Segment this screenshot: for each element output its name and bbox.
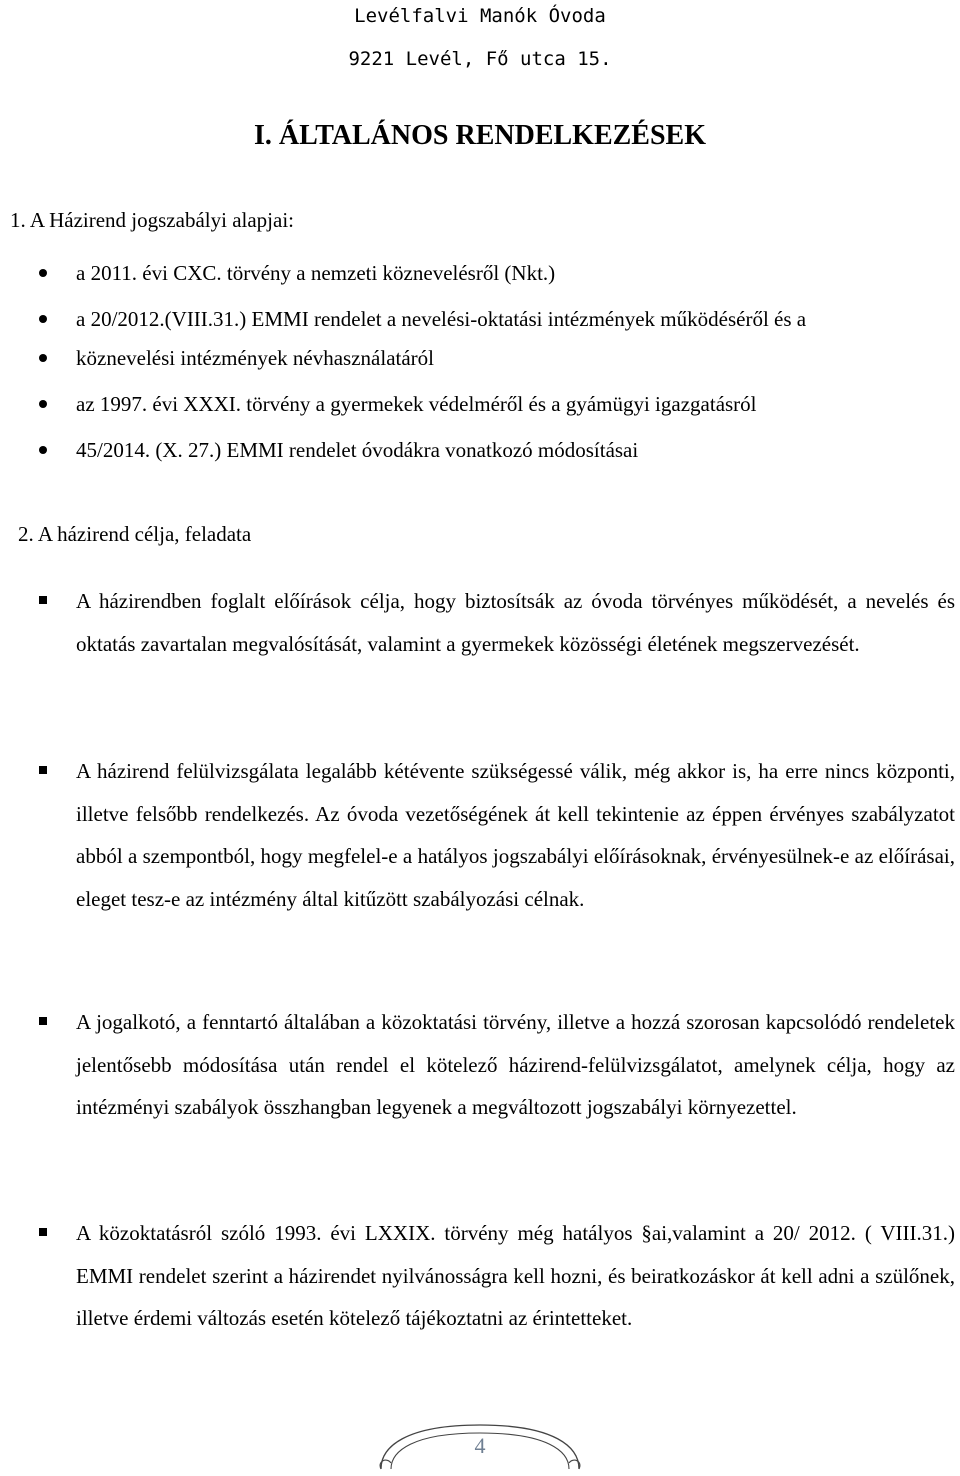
header-address: 9221 Levél, Fő utca 15.	[348, 48, 612, 70]
paragraph	[76, 750, 955, 920]
square-bullet-icon	[39, 596, 47, 604]
list-item	[76, 436, 638, 464]
list-item-text: 45/2014. (X. 27.) EMMI rendelet óvodákra vonatkozó módosításai	[76, 438, 639, 462]
paragraph-text: A jogalkotó, a fenntartó általában a közoktatási törvény, illetve a hozzá szorosan kapcsolódó rendeletek jelentősebb módosítása után rendel el kötelező házirend-felülvizsgálatot, amelynek célja, hogy az intézményi szabályok összhangban legyenek a megváltozott jogszabályi környezettel.	[76, 1010, 955, 1119]
bullet-dot-icon	[39, 269, 47, 277]
paragraph-text: A házirend felülvizsgálata legalább kétévente szükségessé válik, még akkor is, ha erre nincs központi, illetve felsőbb rendelkezés. Az óvoda vezetőségének át kell tekintenie az éppen érvényes szabályzatot abból a szempontból, hogy megfelel-e a hatályos jogszabályi előírásoknak, érvényesülnek-e az előírásai, eleget tesz-e az intézmény által kitűzött szabályozási célnak.	[76, 759, 955, 911]
list-item-text: a 20/2012.(VIII.31.) EMMI rendelet a nevelési-oktatási intézmények működéséről és a	[76, 307, 807, 331]
list-item-text: köznevelési intézmények névhasználatáról	[76, 346, 435, 370]
bullet-dot-icon	[39, 446, 47, 454]
square-bullet-icon	[39, 766, 47, 774]
list-item-text: az 1997. évi XXXI. törvény a gyermekek védelméről és a gyámügyi igazgatásról	[76, 392, 757, 416]
list-item	[76, 390, 757, 418]
paragraph-text: A házirendben foglalt előírások célja, hogy biztosítsák az óvoda törvényes működését, a nevelés és oktatás zavartalan megvalósítását, valamint a gyermekek közösségi életének megszervezését.	[76, 589, 955, 656]
section-title: I. ÁLTALÁNOS RENDELKEZÉSEK	[253, 120, 707, 151]
purpose-heading: 2. A házirend célja, feladata	[18, 522, 252, 546]
square-bullet-icon	[39, 1228, 47, 1236]
bullet-dot-icon	[39, 354, 47, 362]
list-item	[76, 344, 434, 372]
paragraph	[76, 580, 955, 665]
square-bullet-icon	[39, 1017, 47, 1025]
list-item	[76, 305, 806, 333]
bullet-dot-icon	[39, 400, 47, 408]
paragraph	[76, 1212, 955, 1340]
bullet-dot-icon	[39, 315, 47, 323]
page-number-ornament	[375, 1417, 585, 1473]
page-number: 4	[474, 1433, 486, 1458]
list-item	[76, 259, 555, 287]
paragraph-text: A közoktatásról szóló 1993. évi LXXIX. törvény még hatályos §ai,valamint a 20/ 2012. ( VIII.31.) EMMI rendelet szerint a házirendet nyilvánosságra kell hozni, és beiratkozáskor át kell adni a szülőnek, illetve érdemi változás esetén kötelező tájékoztatni az érintetteket.	[76, 1221, 955, 1330]
list-item-text: a 2011. évi CXC. törvény a nemzeti köznevelésről (Nkt.)	[76, 261, 556, 285]
header-institution-name: Levélfalvi Manók Óvoda	[354, 5, 606, 27]
legal-basis-heading: 1. A Házirend jogszabályi alapjai:	[10, 208, 294, 232]
paragraph	[76, 1001, 955, 1129]
